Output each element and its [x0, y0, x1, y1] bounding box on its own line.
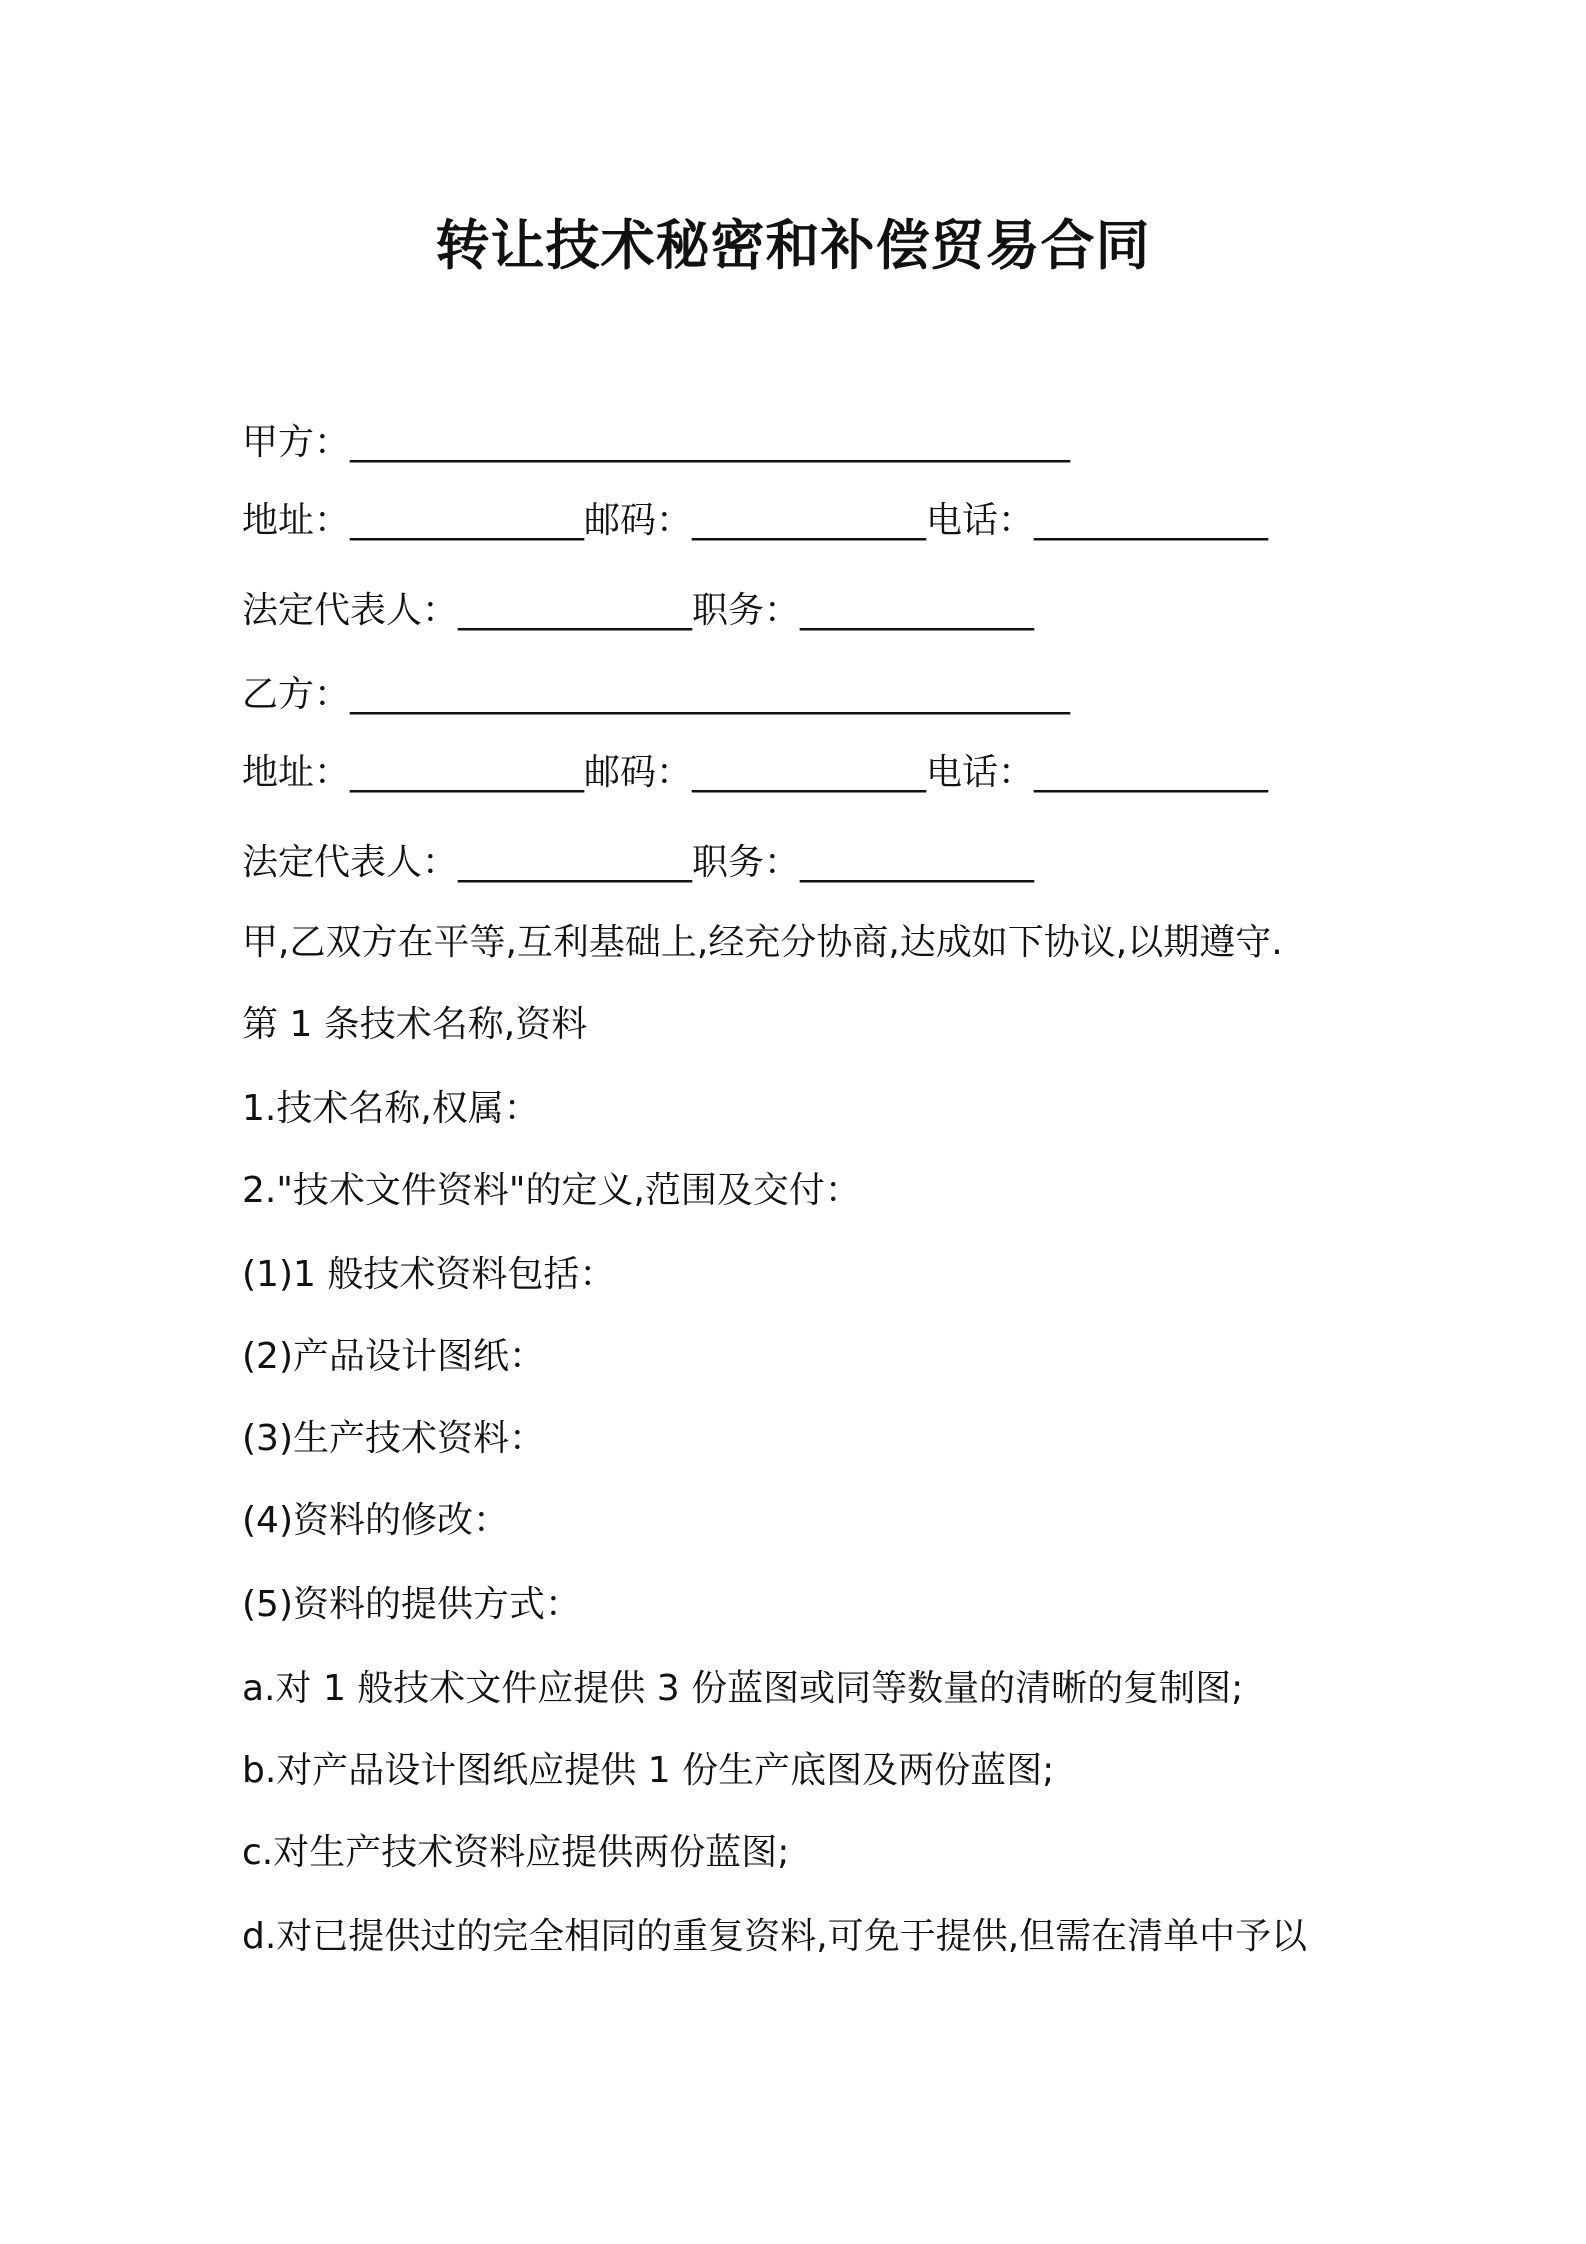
party-a-representative-line: 法定代表人：_____________职务：_____________ — [242, 590, 1035, 631]
sub-item-c-line: c.对生产技术资料应提供两份蓝图; — [242, 1832, 790, 1873]
clause-1-line: 1.技术名称,权属： — [242, 1088, 540, 1129]
clause-2-line: 2."技术文件资料"的定义,范围及交付： — [242, 1170, 861, 1211]
item-3-line: (3)生产技术资料： — [242, 1418, 545, 1459]
party-a-address-line: 地址：_____________邮码：_____________电话：_____________ — [242, 500, 1269, 541]
agreement-intro-line: 甲,乙双方在平等,互利基础上,经充分协商,达成如下协议,以期遵守. — [242, 922, 1283, 963]
sub-item-a-line: a.对 1 般技术文件应提供 3 份蓝图或同等数量的清晰的复制图; — [242, 1668, 1244, 1709]
document-title: 转让技术秘密和补偿贸易合同 — [435, 214, 1151, 277]
party-a-name-line: 甲方：________________________________________ — [242, 422, 1071, 463]
sub-item-d-line: d.对已提供过的完全相同的重复资料,可免于提供,但需在清单中予以 — [242, 1916, 1308, 1957]
item-2-line: (2)产品设计图纸： — [242, 1336, 545, 1377]
sub-item-b-line: b.对产品设计图纸应提供 1 份生产底图及两份蓝图; — [242, 1750, 1055, 1791]
party-b-name-line: 乙方：________________________________________ — [242, 674, 1071, 715]
item-4-line: (4)资料的修改： — [242, 1500, 509, 1541]
party-b-address-line: 地址：_____________邮码：_____________电话：_____________ — [242, 752, 1269, 793]
article-1-heading: 第 1 条技术名称,资料 — [242, 1004, 588, 1045]
party-b-representative-line: 法定代表人：_____________职务：_____________ — [242, 842, 1035, 883]
item-1-line: (1)1 般技术资料包括： — [242, 1254, 616, 1295]
item-5-line: (5)资料的提供方式： — [242, 1584, 581, 1625]
